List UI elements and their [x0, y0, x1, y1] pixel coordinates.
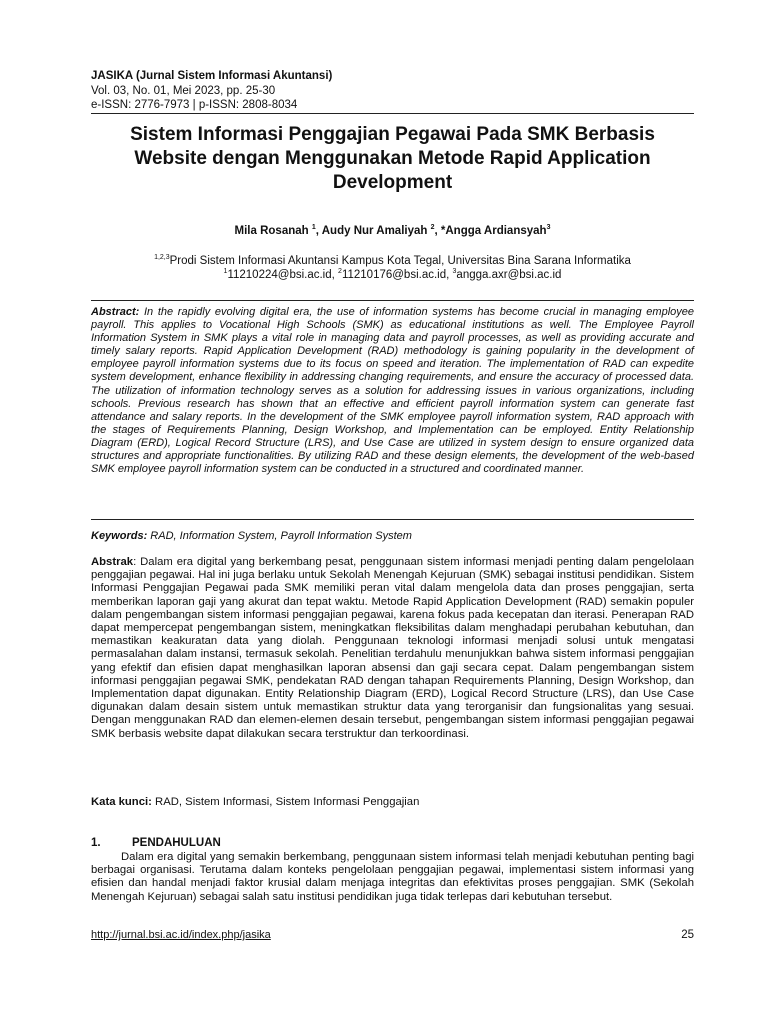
email-1: 11210224@bsi.ac.id, [227, 269, 339, 281]
email-3-sup: 3 [452, 268, 457, 276]
abstract-bottom-rule [91, 519, 694, 520]
abstract-label: Abstract: [91, 306, 140, 318]
section-number: 1. [91, 837, 101, 849]
email-2-sup: 2 [338, 268, 342, 276]
keywords-english [91, 529, 694, 543]
keywords-label: Keywords: [91, 530, 148, 542]
author-1-sup: 1 [311, 224, 316, 232]
abstract-english [91, 306, 694, 476]
affiliation-block [91, 254, 694, 282]
keywords-text: RAD, Information System, Payroll Information System [147, 530, 412, 542]
paper-title [91, 123, 694, 195]
kata-kunci-label: Kata kunci: [91, 796, 152, 808]
author-2-sup: 2 [430, 224, 435, 232]
affiliation-sup: 1,2,3 [154, 254, 170, 262]
abstract-top-rule [91, 300, 694, 301]
email-2: 11210176@bsi.ac.id, [341, 269, 453, 281]
author-3-sup: 3 [546, 224, 551, 232]
author-3: , *Angga Ardiansyah [434, 225, 547, 237]
email-1-sup: 1 [223, 268, 228, 276]
section-body: Dalam era digital yang semakin berkembang, penggunaan sistem informasi telah menjadi kebutuhan penting bagi berbagai organisasi. Terutama dalam konteks pengelolaan penggajian pegawai, implementasi sistem informasi yang efisien dan handal menjadi faktor krusial dalam menjaga integritas dan efektivitas proses penggajian. SMK (Sekolah Menengah Kejuruan) sebagai salah satu institusi pendidikan juga tidak terlepas dari kebutuhan tersebut. [91, 851, 694, 903]
abstrak-indonesian [91, 556, 694, 741]
affiliation-emails [91, 268, 694, 282]
author-1: Mila Rosanah [234, 225, 309, 237]
section-heading [91, 836, 694, 850]
abstrak-text: : Dalam era digital yang berkembang pesat, penggunaan sistem informasi menjadi penting dalam pengelolaan penggajian pegawai. Hal ini juga berlaku untuk Sekolah Menengah Kejuruan (SMK) sebagai institusi pendidikan. Sistem Informasi Penggajian Pegawai pada SMK memiliki peran vital dalam mengelola data dan proses penggajian, serta memberikan laporan gaji yang akurat dan tepat waktu. Metode Rapid Application Development (RAD) semakin populer dalam pengembangan sistem informasi penggajian pegawai, karena fokus pada kecepatan dan iterasi. Penerapan RAD dapat mempercepat pengembangan sistem, meningkatkan fleksibilitas dalam menghadapi perubahan kebutuhan, dan memastikan keakuratan data yang diolah. Penggunaan teknologi informasi menjadi solusi untuk mengatasi permasalahan dalam instansi, termasuk sekolah. Penelitian terdahulu menunjukkan bahwa sistem informasi penggajian yang efektif dan efisien dapat menghasilkan laporan absensi dan gaji secara cepat. Dalam pengembangan sistem informasi penggajian pegawai SMK, pendekatan RAD dengan tahapan Requirements Planning, Design Workshop, dan Implementation dapat digunakan. Entity Relationship Diagram (ERD), Logical Record Structure (LRS), dan Use Case digunakan dalam desain sistem untuk memastikan struktur data yang terorganisir dan fungsionalitas yang sesuai. Dengan menggunakan RAD dan elemen-elemen desain tersebut, pengembangan sistem informasi penggajian pegawai SMK berbasis website dapat dilakukan secara terstruktur dan terkoordinasi. [91, 556, 694, 740]
author-list [91, 224, 694, 238]
abstrak-label: Abstrak [91, 556, 134, 568]
title-line-1: Sistem Informasi Penggajian Pegawai Pada SMK Berbasis [130, 124, 655, 145]
journal-volume: Vol. 03, No. 01, Mei 2023, pp. 25-30 [91, 84, 276, 97]
abstract-text: In the rapidly evolving digital era, the use of information systems has become crucial in managing employee payroll. This applies to Vocational High Schools (SMK) as educational institutions as well. The Employee Payroll Information System in SMK plays a vital role in managing data and payroll processes, as well as providing accurate and timely salary reports. Rapid Application Development (RAD) methodology is gaining popularity in the development of employee payroll information systems due to its focus on speed and iteration. The implementation of RAD can expedite system development, enhance flexibility in addressing changing requirements, and ensure the accuracy of processed data. The utilization of information technology serves as a solution for addressing issues in various organizations, including schools. Previous research has shown that an effective and efficient payroll information system can generate fast attendance and salary reports. In the development of the SMK employee payroll information system, RAD approach with the stages of Requirements Planning, Design Workshop, and Implementation can be employed. Entity Relationship Diagram (ERD), Logical Record Structure (LRS), and Use Case are utilized in system design to ensure organized data structures and appropriate functionalities. By utilizing RAD and these design elements, the development of the web-based SMK employee payroll information system can be conducted in a structured and coordinated manner. [91, 306, 694, 476]
title-line-2: Website dengan Menggunakan Metode Rapid Application [134, 148, 651, 169]
journal-url-link[interactable]: http://jurnal.bsi.ac.id/index.php/jasika [91, 929, 271, 941]
affiliation-institution [91, 254, 694, 268]
title-line-3: Development [332, 172, 453, 193]
kata-kunci [91, 795, 694, 809]
page-number: 25 [681, 929, 694, 941]
journal-header [91, 69, 694, 113]
author-2: , Audy Nur Amaliyah [315, 225, 428, 237]
journal-name: JASIKA (Jurnal Sistem Informasi Akuntansi) [91, 70, 333, 82]
journal-issn: e-ISSN: 2776-7973 | p-ISSN: 2808-8034 [91, 99, 298, 111]
header-divider [91, 113, 694, 114]
section-title: PENDAHULUAN [132, 837, 221, 849]
kata-kunci-text: RAD, Sistem Informasi, Sistem Informasi Penggajian [151, 796, 420, 808]
institution-name: Prodi Sistem Informasi Akuntansi Kampus Kota Tegal, Universitas Bina Sarana Informatika [169, 255, 631, 267]
email-3: angga.axr@bsi.ac.id [456, 269, 562, 281]
